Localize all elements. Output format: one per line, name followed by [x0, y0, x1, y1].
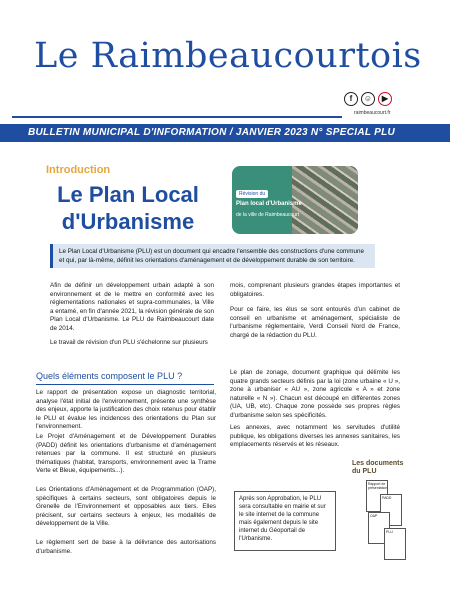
facebook-icon[interactable]: f [344, 92, 358, 106]
website-url[interactable]: raimbeaucourt.fr [354, 110, 391, 116]
body-col2: mois, comprenant plusieurs grandes étapes importantes et obligatoires. [230, 282, 400, 298]
masthead-title: Le Raimbeaucourtois [34, 36, 422, 76]
thumbnail-tab: Révision du [236, 190, 268, 198]
docs-title: Les documents du PLU [352, 460, 404, 475]
masthead-rule [12, 116, 342, 118]
section-right-2: Les annexes, avec notamment les servitudes d'utilité publique, les obligations diverses les annexes sanitaires, les emplacements réservés et les réseaux. [230, 424, 400, 449]
lead-paragraph: Le Plan Local d'Urbanisme (PLU) est un document qui encadre l'ensemble des constructions d'une commune et qui, par là-même, définit les orientations d'aménagement et de développement durable de son territoire. [50, 244, 375, 268]
section-title: Quels éléments composent le PLU ? [36, 371, 183, 381]
doc-plu: PLU [384, 528, 406, 560]
note-text: Après son Approbation, le PLU sera consultable en mairie et sur le site internet de la commune mais également depuis le site internet du Géoportail de l'Urbanisme. [239, 496, 326, 542]
body-col1: Afin de définir un développement urbain adapté à son environnement et de le mettre en conformité avec les réglementations nationales et supra-communales, la Ville a entamé, en fin d'année 2021, la révision générale de son Plan Local d'Urbanisme. Le PLU de Raimbeaucourt date de 2014. [50, 282, 214, 332]
doc-padd: PADD [380, 494, 402, 526]
bulletin-banner [0, 124, 450, 142]
app-icon[interactable]: ☺ [361, 92, 375, 106]
masthead [0, 0, 450, 120]
approval-note [234, 491, 336, 551]
body-col1b: Le travail de révision d'un PLU s'échelonne sur plusieurs [50, 339, 208, 346]
section-left-4: Le règlement sert de base à la délivrance des autorisations d'urbanisme. [36, 539, 216, 555]
section-left-2: Le Projet d'Aménagement et de Développement Durables (PADD) définit les orientations d'urbanisme et d'aménagement retenues par la commune. Il est structuré en plusieurs thématiques (habitat, transports, environnement avec la Trame Verte et Bleue, équipements...). [36, 433, 216, 475]
doc-rapport: Rapport de présentation [366, 480, 388, 512]
flag-icon[interactable]: ▶ [378, 92, 392, 106]
intro-kicker: Introduction [46, 164, 111, 176]
section-left-3: Les Orientations d'Aménagement et de Programmation (OAP), spécifiques à certains secteurs, sont obligatoires depuis le Grenelle de l'Environnement et opposables aux tiers. Elles précisent, sur certains secteurs à enjeux, les modalités de développement de la Ville. [36, 486, 216, 528]
thumbnail-title: Plan local d'Urbanisme [236, 201, 302, 207]
plu-documents-illustration [340, 460, 410, 570]
section-right-1: Le plan de zonage, document graphique qui délimite les quatre grands secteurs définis par la loi (zone urbaine « U », zone à urbaniser « AU », zone agricole « A » et zone naturelle « N »). Chacun est découpé en différentes zones (UA, UB, etc). Chaque zone possède ses propres règles d'urbanisme selon ses spécificités. [230, 369, 400, 419]
banner-text: BULLETIN MUNICIPAL D'INFORMATION / JANVIER 2023 N° SPECIAL PLU [28, 127, 396, 138]
plu-cover-thumbnail [232, 166, 358, 234]
body-col2b: Pour ce faire, les élus se sont entourés d'un cabinet de conseil en urbanisme et aménagement, spécialiste de l'urbanisme réglementaire, Verdi Conseil Nord de France, chargé de la rédaction du PLU. [230, 306, 400, 339]
page-title: Le Plan Local d'Urbanisme [57, 182, 199, 234]
thumbnail-footer: de la ville de Raimbeaucourt [236, 212, 300, 218]
section-left-1: Le rapport de présentation expose un diagnostic territorial, analyse l'état initial de l'environnement, présente une synthèse des enjeux, apporte la justification des choix retenus pour établir le PLU et évalue les incidences des orientations du Plan sur l'environnement. [36, 389, 216, 431]
aerial-map-image [292, 166, 358, 234]
social-icons [344, 92, 392, 106]
doc-oap: OAP [368, 512, 390, 544]
section-rule [36, 384, 214, 385]
